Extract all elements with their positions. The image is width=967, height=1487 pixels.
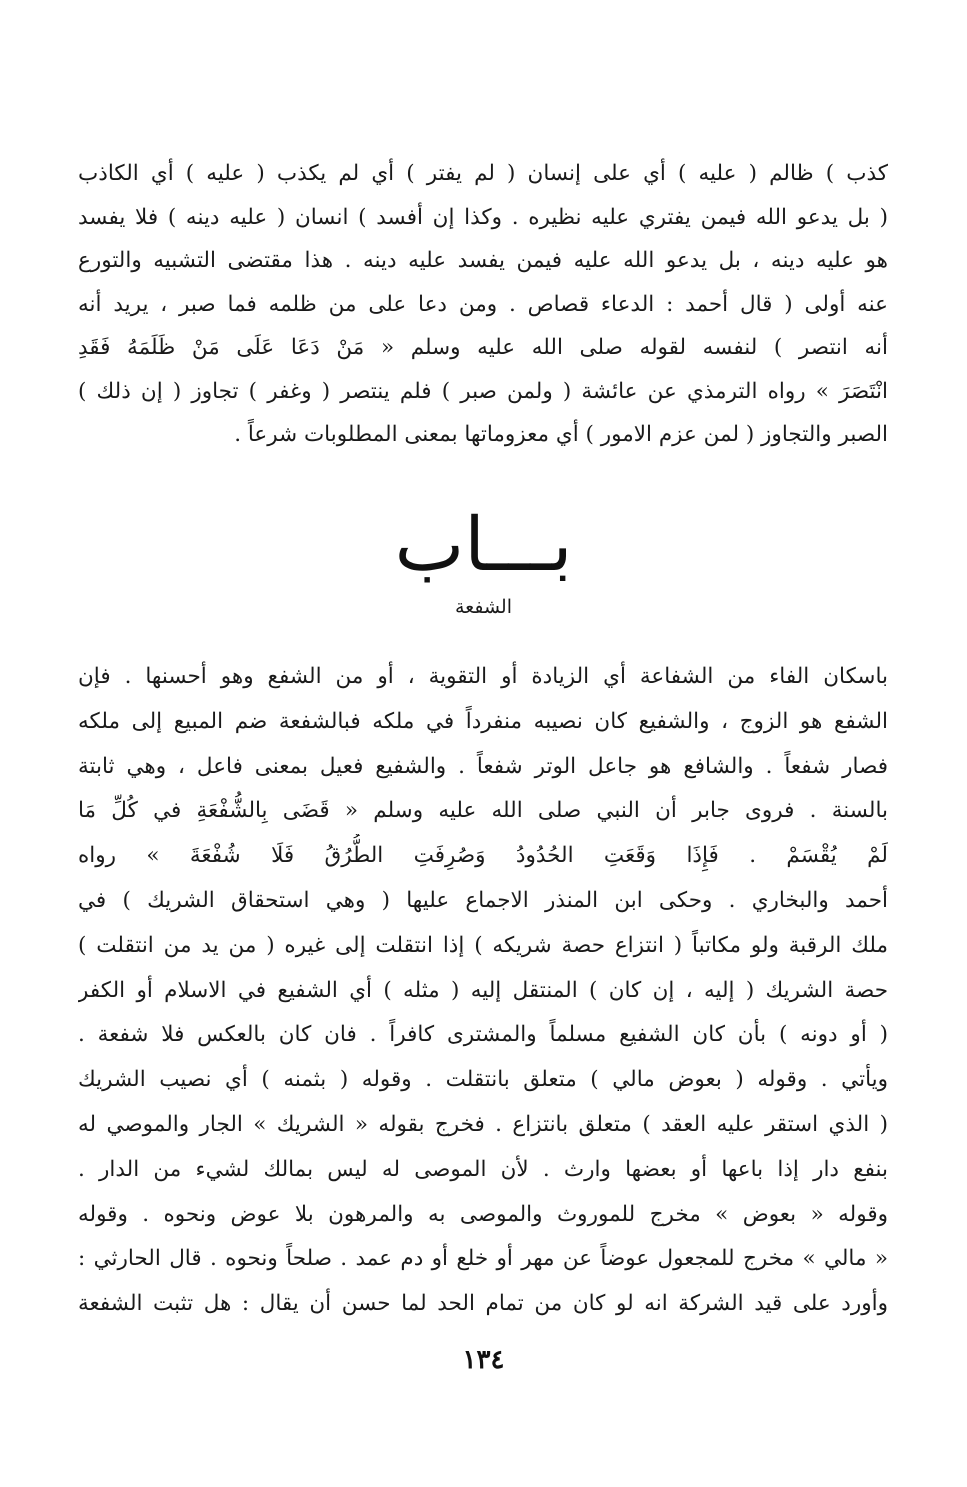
text-line: ( بل يدعو الله فيمن يفتري عليه نظيره . وكذا إن أفسد ) انسان ( عليه دينه ) فلا يفسد — [78, 204, 888, 230]
text-line: لَمْ يُقْسَمْ . فَإِذَا وَقَعَتِ الحُدُودُ وَصُرِفَتِ الطُّرُقُ فَلَا شُفْعَةَ » رواه — [78, 843, 888, 869]
text-line: ( أو دونه ) بأن كان الشفيع مسلماً والمشترى كافراً . فان كان بالعكس فلا شفعة . — [78, 1022, 888, 1048]
text-line: بنفع دار إذا باعها أو بعضها وارث . لأن الموصى له ليس بمالك لشيء من الدار . — [78, 1156, 888, 1182]
text-line: وقوله « بعوض » مخرج للموروث والموصى به والمرهون بلا عوض ونحوه . وقوله — [78, 1201, 888, 1227]
text-line: هو عليه دينه ، بل يدعو الله عليه فيمن يفسد عليه دينه . هذا مقتضى التشبيه والتورع — [78, 248, 888, 273]
text-line: أنه انتصر ) لنفسه لقوله صلى الله عليه وسلم « مَنْ دَعَا عَلَى مَنْ ظَلَمَهُ فَقَدِ — [78, 335, 888, 360]
text-line: ويأتي . وقوله ( بعوض مالي ) متعلق بانتقلت . وقوله ( بثمنه ) أي نصيب الشريك — [78, 1067, 888, 1093]
body-paragraph — [78, 655, 888, 1327]
chapter-subtitle: الشفعة — [455, 596, 512, 618]
text-line: الشفع هو الزوج ، والشفيع كان نصيبه منفرداً في ملكه فبالشفعة ضم المبيع إلى ملكه — [78, 708, 888, 734]
chapter-title: بـــاب — [394, 502, 573, 588]
page-number: ١٣٤ — [462, 1345, 505, 1375]
top-paragraph — [78, 152, 888, 457]
text-line: الصبر والتجاوز ( لمن عزم الامور ) أي معزوماتها بمعنى المطلوبات شرعاً . — [234, 422, 888, 447]
text-line: عنه أولى ( قال أحمد : الدعاء قصاص . ومن دعا على من ظلمه فما صبر ، يريد أنه — [78, 291, 888, 317]
text-line: وأورد على قيد الشركة انه لو كان من تمام الحد لما حسن أن يقال : هل تثبت الشفعة — [78, 1291, 888, 1317]
text-line: انْتَصَرَ » رواه الترمذي عن عائشة ( ولمن صبر ) فلم ينتصر ( وغفر ) تجاوز ( إن ذلك ) — [78, 378, 888, 404]
text-line: أحمد والبخاري . وحكى ابن المنذر الاجماع عليها ( وهي استحقاق الشريك ) في — [78, 887, 888, 913]
text-line: بالسنة . فروى جابر أن النبي صلى الله عليه وسلم « قَضَى بِالشُّفْعَةِ في كُلِّ مَا — [78, 798, 888, 824]
text-line: ملك الرقبة ولو مكاتباً ( انتزاع حصة شريكه ) إذا انتقلت إلى غيره ( من يد من انتقلت ) — [78, 932, 888, 958]
text-line: باسكان الفاء من الشفاعة أي الزيادة أو التقوية ، أو من الشفع وهو أحسنها . فإن — [78, 664, 888, 689]
text-line: فصار شفعاً . والشافع هو جاعل الوتر شفعاً . والشفيع فعيل بمعنى فاعل ، وهي ثابتة — [78, 753, 888, 779]
text-line: ( الذي استقر عليه العقد ) متعلق بانتزاع . فخرج بقوله « الشريك » الجار والموصي له — [78, 1111, 888, 1137]
text-line: « مالي » مخرج للمجعول عوضاً عن مهر أو خلع أو دم عمد . صلحاً ونحوه . قال الحارثي : — [78, 1246, 888, 1272]
text-line: حصة الشريك ( إليه ، إن كان ) المنتقل إليه ( مثله ) أي الشفيع في الاسلام أو الكفر — [78, 977, 888, 1003]
text-line: كذب ) ظالم ( عليه ) أي على إنسان ( لم يفتر ) أي لم يكذب ( عليه ) أي الكاذب — [78, 161, 888, 186]
